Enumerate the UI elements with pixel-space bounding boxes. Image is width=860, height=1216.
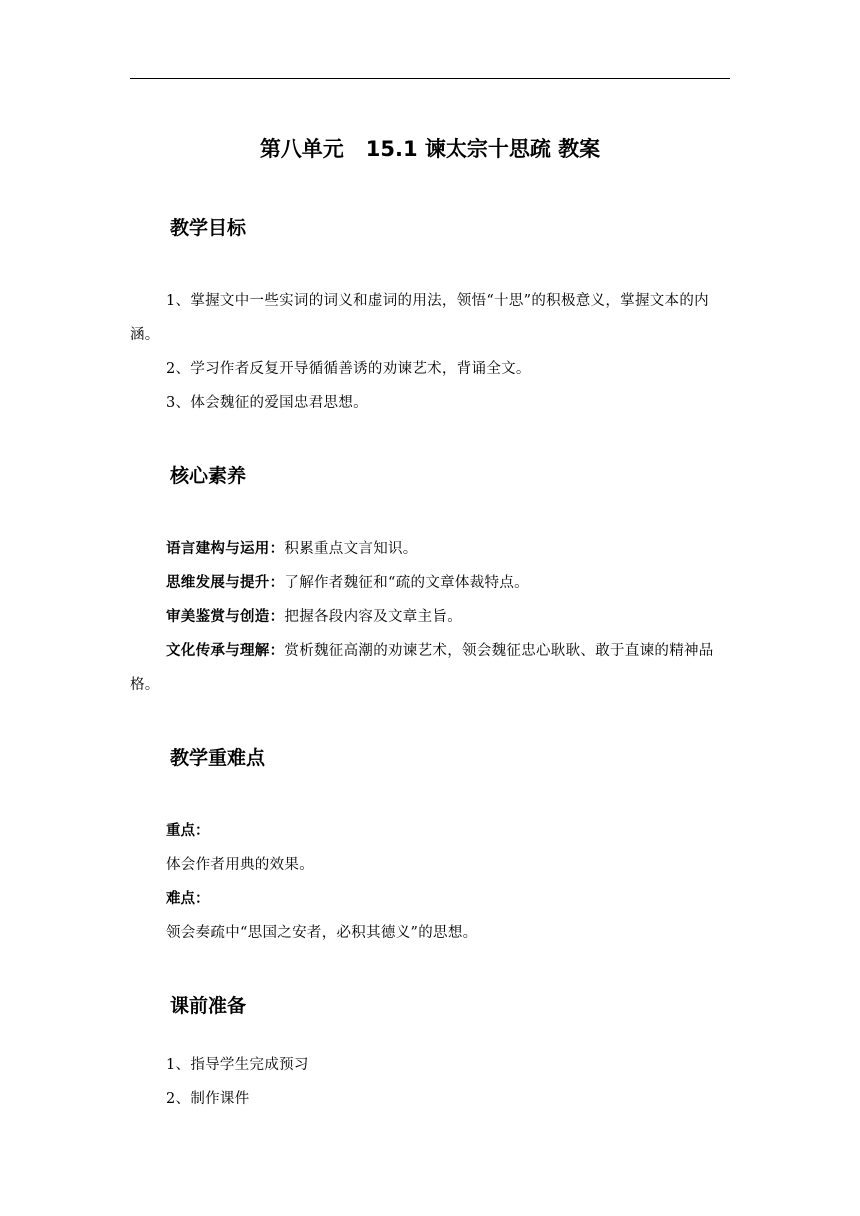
difficulty-text: 领会奏疏中“思国之安者，必积其德义”的思想。 xyxy=(166,925,478,941)
header-rule xyxy=(130,78,730,79)
document-title: 第八单元 15.1 谏太宗十思疏 教案 xyxy=(259,137,601,161)
core-item-4 xyxy=(130,634,730,702)
preparation-item-2: 2、制作课件 xyxy=(166,1091,250,1107)
core-item-3 xyxy=(130,600,730,634)
objective-item-1: 1、掌握文中一些实词的词义和虚词的用法，领悟“十思”的积极意义，掌握文本的内涵。 xyxy=(130,293,709,343)
section-heading-keypoints: 教学重难点 xyxy=(170,747,266,769)
section-heading-core: 核心素养 xyxy=(170,465,247,487)
core-item-label: 审美鉴赏与创造： xyxy=(166,608,285,625)
core-item-label: 语言建构与运用： xyxy=(166,540,285,557)
core-item-label: 思维发展与提升： xyxy=(166,574,285,591)
focus-text: 体会作者用典的效果。 xyxy=(166,857,314,873)
core-item-2 xyxy=(130,566,730,600)
preparation-item-1: 1、指导学生完成预习 xyxy=(166,1057,309,1073)
core-item-text: 赏析魏征高潮的劝谏艺术，领会魏征忠心耿耿、敢于直谏的精神品格。 xyxy=(130,643,714,693)
core-item-text: 把握各段内容及文章主旨。 xyxy=(284,609,463,625)
section-heading-objectives: 教学目标 xyxy=(170,217,247,239)
core-item-text: 积累重点文言知识。 xyxy=(284,541,418,557)
focus-label: 重点： xyxy=(166,822,210,839)
core-item-text: 了解作者魏征和“疏的文章体裁特点。 xyxy=(284,575,529,591)
objective-item-2: 2、学习作者反复开导循循善诱的劝谏艺术，背诵全文。 xyxy=(166,361,531,377)
core-item-1 xyxy=(130,532,730,566)
objective-item-3: 3、体会魏征的爱国忠君思想。 xyxy=(166,395,368,411)
core-item-label: 文化传承与理解： xyxy=(166,642,285,659)
difficulty-label: 难点： xyxy=(166,890,210,907)
section-heading-preparation: 课前准备 xyxy=(170,995,247,1017)
